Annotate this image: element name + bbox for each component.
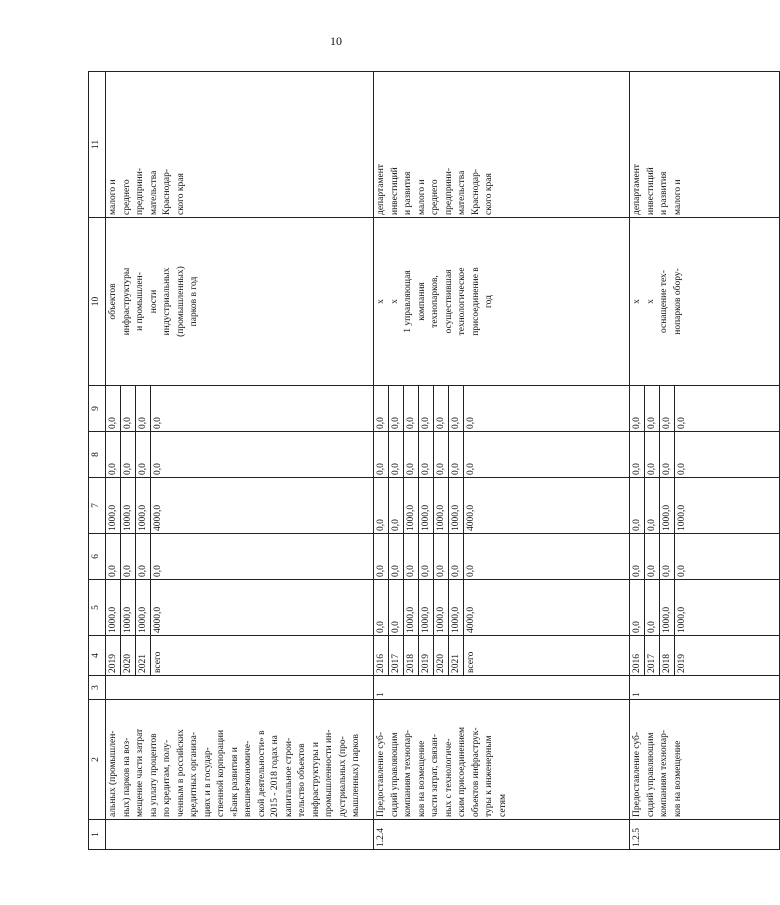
- funding-local-cell: [630, 432, 780, 478]
- funding-regional-cell-value: 4000,0: [466, 504, 476, 531]
- result-cell-line: оснащение тех-: [659, 270, 669, 333]
- funding-regional-cell: [106, 478, 374, 534]
- funding-extra-cell: [630, 386, 780, 432]
- funding-regional-cell-value: 1000,0: [434, 478, 449, 533]
- column-number-9: 9: [89, 386, 106, 432]
- measure-name-cell-line: ченным в российских: [175, 729, 186, 817]
- funding-regional-cell: [630, 478, 780, 534]
- measure-name-cell-line: кредитных организа-: [189, 731, 199, 817]
- funding-regional-cell-value: 0,0: [645, 478, 660, 533]
- executor-cell-line: среднего: [430, 179, 440, 215]
- year-cell-value: всего: [153, 651, 163, 673]
- measure-name-cell-line: ных с технологиче-: [443, 738, 454, 817]
- executor-cell-line: малого и: [416, 179, 427, 215]
- year-cell-value: 2017: [389, 636, 404, 675]
- result-cell-line: парков в год: [189, 276, 199, 327]
- rotated-table-frame: [88, 72, 687, 850]
- executor-cell-line: мательства: [148, 170, 159, 215]
- measure-name-cell-line: тельство объектов: [297, 743, 307, 817]
- funding-federal-cell-value: 0,0: [645, 534, 660, 579]
- year-cell-value: 2018: [660, 636, 675, 675]
- table-row: [106, 72, 374, 850]
- measure-name-cell-line: капитальное строи-: [283, 737, 294, 817]
- row-number-cell: [106, 820, 374, 850]
- measure-name-cell-line: по кредитам, полу-: [162, 739, 172, 817]
- year-cell-value: 2019: [106, 636, 121, 675]
- measure-name-cell-line: 2015 - 2018 годах на: [270, 735, 280, 817]
- funding-local-cell-value: 0,0: [677, 463, 687, 475]
- result-cell-line: компания: [416, 282, 427, 321]
- funding-total-cell-value: 1000,0: [404, 580, 419, 635]
- funding-federal-cell-value: 0,0: [136, 534, 151, 579]
- funding-total-cell-value: 4000,0: [466, 606, 476, 633]
- funding-extra-cell: [106, 386, 374, 432]
- funding-local-cell-value: 0,0: [419, 432, 434, 477]
- measure-name-cell-line: инфраструктуры и: [310, 741, 321, 817]
- year-cell: [630, 636, 780, 676]
- result-cell-line: х: [389, 299, 400, 304]
- funding-regional-cell-value: 1000,0: [136, 478, 151, 533]
- executor-cell: [374, 72, 630, 218]
- funding-federal-cell-value: 0,0: [153, 565, 163, 577]
- measure-name-cell-line: внешнеэкономиче-: [243, 740, 253, 817]
- funding-federal-cell-value: 0,0: [449, 534, 464, 579]
- status-cell: 1: [630, 676, 780, 700]
- measure-name-cell-line: ных) парков на воз-: [121, 737, 132, 817]
- measure-name-cell-line: Предоставление суб-: [376, 731, 386, 817]
- result-cell: [106, 218, 374, 386]
- measure-name-cell-line: циях и в государ-: [202, 747, 213, 817]
- funding-regional-cell-value: 1000,0: [419, 478, 434, 533]
- funding-federal-cell-value: 0,0: [419, 534, 434, 579]
- funding-federal-cell-value: 0,0: [389, 534, 404, 579]
- table-row: [630, 72, 780, 850]
- measure-name-cell-line: ским присоединением: [457, 726, 467, 817]
- year-cell-value: 2016: [630, 636, 645, 675]
- funding-extra-cell-value: 0,0: [404, 386, 419, 431]
- funding-extra-cell-value: 0,0: [374, 386, 389, 431]
- funding-local-cell-value: 0,0: [630, 432, 645, 477]
- funding-extra-cell-value: 0,0: [645, 386, 660, 431]
- result-cell-line: х: [376, 299, 386, 304]
- column-number-5: 5: [89, 580, 106, 636]
- measure-name-cell: [106, 700, 374, 820]
- year-cell-value: 2021: [449, 636, 464, 675]
- measure-name-cell-line: «Банк развития и: [229, 747, 240, 817]
- executor-cell-line: Краснодар-: [470, 168, 481, 215]
- year-cell-value: 2019: [677, 654, 687, 673]
- funding-local-cell-value: 0,0: [374, 432, 389, 477]
- result-cell-line: х: [632, 299, 642, 304]
- measure-name-cell-line: сетям: [497, 794, 508, 817]
- funding-total-cell-value: 1000,0: [106, 580, 121, 635]
- result-cell-line: технопарков,: [430, 275, 440, 328]
- funding-extra-cell-value: 0,0: [630, 386, 645, 431]
- executor-cell-line: департамент: [632, 164, 642, 215]
- status-cell: [106, 676, 374, 700]
- funding-extra-cell-value: 0,0: [106, 386, 121, 431]
- funding-local-cell-value: 0,0: [645, 432, 660, 477]
- executor-cell-line: инвестиций: [645, 167, 656, 215]
- result-cell-line: нопарков обору-: [672, 268, 683, 335]
- column-number-11: 11: [89, 72, 106, 218]
- funding-local-cell-value: 0,0: [449, 432, 464, 477]
- year-cell: [106, 636, 374, 676]
- funding-regional-cell-value: 0,0: [630, 478, 645, 533]
- funding-local-cell-value: 0,0: [389, 432, 404, 477]
- executor-cell-line: департамент: [376, 164, 386, 215]
- funding-regional-cell-value: 1000,0: [404, 478, 419, 533]
- funding-total-cell-value: 1000,0: [449, 580, 464, 635]
- funding-federal-cell-value: 0,0: [660, 534, 675, 579]
- table-row: [374, 72, 630, 850]
- funding-total-cell-value: 0,0: [374, 580, 389, 635]
- measure-name-cell-line: компаниям технопар-: [659, 730, 669, 817]
- measure-name-cell-line: альных (промышлен-: [108, 730, 118, 817]
- executor-cell-line: предприни-: [443, 167, 454, 215]
- result-cell-line: инфраструктуры: [121, 267, 132, 336]
- funding-extra-cell-value: 0,0: [389, 386, 404, 431]
- table-header-row: [89, 72, 106, 850]
- funding-federal-cell: [374, 534, 630, 580]
- year-cell-value: 2021: [136, 636, 151, 675]
- result-cell-line: и промышлен-: [135, 272, 145, 331]
- funding-local-cell-value: 0,0: [121, 432, 136, 477]
- executor-cell-line: ского края: [484, 173, 494, 215]
- funding-federal-cell-value: 0,0: [374, 534, 389, 579]
- funding-federal-cell: [106, 534, 374, 580]
- year-cell-value: всего: [466, 651, 476, 673]
- funding-extra-cell-value: 0,0: [121, 386, 136, 431]
- measure-name-cell-line: ственной корпорации: [216, 729, 226, 817]
- funding-federal-cell-value: 0,0: [466, 565, 476, 577]
- funding-local-cell-value: 0,0: [136, 432, 151, 477]
- result-cell-line: технологическое: [457, 267, 467, 336]
- year-cell-value: 2020: [434, 636, 449, 675]
- result-cell-line: присоединение в: [470, 267, 481, 336]
- column-number-2: 2: [89, 700, 106, 820]
- funding-local-cell-value: 0,0: [660, 432, 675, 477]
- funding-total-cell-value: 0,0: [630, 580, 645, 635]
- column-number-4: 4: [89, 636, 106, 676]
- funding-local-cell: [374, 432, 630, 478]
- executor-cell-line: предприни-: [135, 167, 145, 215]
- funding-federal-cell-value: 0,0: [434, 534, 449, 579]
- funding-total-cell-value: 1000,0: [121, 580, 136, 635]
- result-cell: [630, 218, 780, 386]
- executor-cell-line: и развития: [403, 171, 413, 215]
- funding-total-cell-value: 0,0: [645, 580, 660, 635]
- result-cell-line: 1 управляющая: [403, 270, 413, 333]
- executor-cell-line: инвестиций: [389, 167, 400, 215]
- measure-name-cell-line: промышленности ин-: [324, 729, 334, 817]
- funding-regional-cell-value: 0,0: [374, 478, 389, 533]
- measure-name-cell-line: ков на возмещение: [672, 740, 683, 817]
- result-cell-line: осуществившая: [443, 269, 454, 334]
- funding-extra-cell-value: 0,0: [466, 417, 476, 429]
- measure-name-cell-line: мышленных) парков: [351, 734, 361, 817]
- funding-extra-cell-value: 0,0: [660, 386, 675, 431]
- funding-total-cell: [630, 580, 780, 636]
- column-number-10: 10: [89, 218, 106, 386]
- column-number-7: 7: [89, 478, 106, 534]
- funding-total-cell-value: 1000,0: [677, 606, 687, 633]
- funding-federal-cell-value: 0,0: [404, 534, 419, 579]
- funding-total-cell: [374, 580, 630, 636]
- executor-cell-line: малого и: [672, 179, 683, 215]
- funding-regional-cell-value: 1000,0: [677, 504, 687, 531]
- funding-federal-cell-value: 0,0: [630, 534, 645, 579]
- row-number-cell: 1.2.4: [374, 820, 630, 850]
- year-cell-value: 2019: [419, 636, 434, 675]
- year-cell-value: 2016: [374, 636, 389, 675]
- column-number-1: 1: [89, 820, 106, 850]
- funding-regional-cell-value: 1000,0: [106, 478, 121, 533]
- measure-name-cell-line: сидий управляющим: [389, 732, 400, 817]
- measure-name-cell-line: объектов инфраструк-: [470, 727, 481, 817]
- funding-regional-cell-value: 1000,0: [660, 478, 675, 533]
- result-cell-line: объектов: [108, 283, 118, 320]
- column-number-3: 3: [89, 676, 106, 700]
- funding-extra-cell-value: 0,0: [434, 386, 449, 431]
- result-cell-line: год: [484, 295, 494, 308]
- executor-cell: [106, 72, 374, 218]
- executor-cell: [630, 72, 780, 218]
- year-cell-value: 2018: [404, 636, 419, 675]
- funding-federal-cell: [630, 534, 780, 580]
- funding-total-cell-value: 0,0: [389, 580, 404, 635]
- funding-regional-cell-value: 1000,0: [449, 478, 464, 533]
- result-cell-line: (промышленных): [175, 266, 186, 337]
- rotated-table-sheet: [88, 72, 687, 850]
- funding-regional-cell-value: 4000,0: [153, 504, 163, 531]
- measure-name-cell-line: компаниям технопар-: [403, 730, 413, 817]
- year-cell-value: 2020: [121, 636, 136, 675]
- funding-extra-cell-value: 0,0: [419, 386, 434, 431]
- funding-total-cell-value: 1000,0: [434, 580, 449, 635]
- funding-extra-cell-value: 0,0: [677, 417, 687, 429]
- funding-total-cell-value: 1000,0: [136, 580, 151, 635]
- result-cell-line: ности: [148, 289, 159, 314]
- measure-name-cell: [374, 700, 630, 820]
- executor-cell-line: малого и: [108, 179, 118, 215]
- funding-total-cell-value: 4000,0: [153, 606, 163, 633]
- executor-cell-line: среднего: [121, 179, 132, 215]
- program-table: [88, 71, 780, 850]
- funding-federal-cell-value: 0,0: [677, 565, 687, 577]
- measure-name-cell-line: туры к инженерным: [484, 735, 494, 817]
- executor-cell-line: Краснодар-: [162, 168, 172, 215]
- column-number-6: 6: [89, 534, 106, 580]
- funding-federal-cell-value: 0,0: [106, 534, 121, 579]
- funding-regional-cell-value: 1000,0: [121, 478, 136, 533]
- measure-name-cell: [630, 700, 780, 820]
- funding-local-cell: [106, 432, 374, 478]
- page-number: 10: [330, 34, 342, 48]
- funding-local-cell-value: 0,0: [434, 432, 449, 477]
- result-cell: [374, 218, 630, 386]
- column-number-8: 8: [89, 432, 106, 478]
- measure-name-cell-line: мещение части затрат: [135, 728, 145, 817]
- funding-regional-cell-value: 0,0: [389, 478, 404, 533]
- funding-extra-cell-value: 0,0: [449, 386, 464, 431]
- measure-name-cell-line: на уплату процентов: [148, 733, 159, 817]
- measure-name-cell-line: Предоставление суб-: [632, 731, 642, 817]
- result-cell-line: х: [645, 299, 656, 304]
- funding-regional-cell: [374, 478, 630, 534]
- funding-total-cell: [106, 580, 374, 636]
- measure-name-cell-line: ской деятельности» в: [256, 730, 267, 817]
- result-cell-line: индустриальных: [162, 267, 172, 336]
- funding-federal-cell-value: 0,0: [121, 534, 136, 579]
- funding-local-cell-value: 0,0: [153, 463, 163, 475]
- executor-cell-line: мательства: [457, 170, 467, 215]
- year-cell-value: 2017: [645, 636, 660, 675]
- funding-extra-cell: [374, 386, 630, 432]
- measure-name-cell-line: ков на возмещение: [416, 740, 427, 817]
- funding-local-cell-value: 0,0: [106, 432, 121, 477]
- funding-local-cell-value: 0,0: [466, 463, 476, 475]
- funding-extra-cell-value: 0,0: [153, 417, 163, 429]
- row-number-cell: 1.2.5: [630, 820, 780, 850]
- executor-cell-line: ского края: [175, 173, 186, 215]
- funding-total-cell-value: 1000,0: [419, 580, 434, 635]
- funding-total-cell-value: 1000,0: [660, 580, 675, 635]
- year-cell: [374, 636, 630, 676]
- funding-extra-cell-value: 0,0: [136, 386, 151, 431]
- measure-name-cell-line: сидий управляющим: [645, 732, 656, 817]
- status-cell: 1: [374, 676, 630, 700]
- executor-cell-line: и развития: [659, 171, 669, 215]
- funding-local-cell-value: 0,0: [404, 432, 419, 477]
- measure-name-cell-line: части затрат, связан-: [430, 734, 440, 817]
- measure-name-cell-line: дустриальных (про-: [337, 736, 348, 817]
